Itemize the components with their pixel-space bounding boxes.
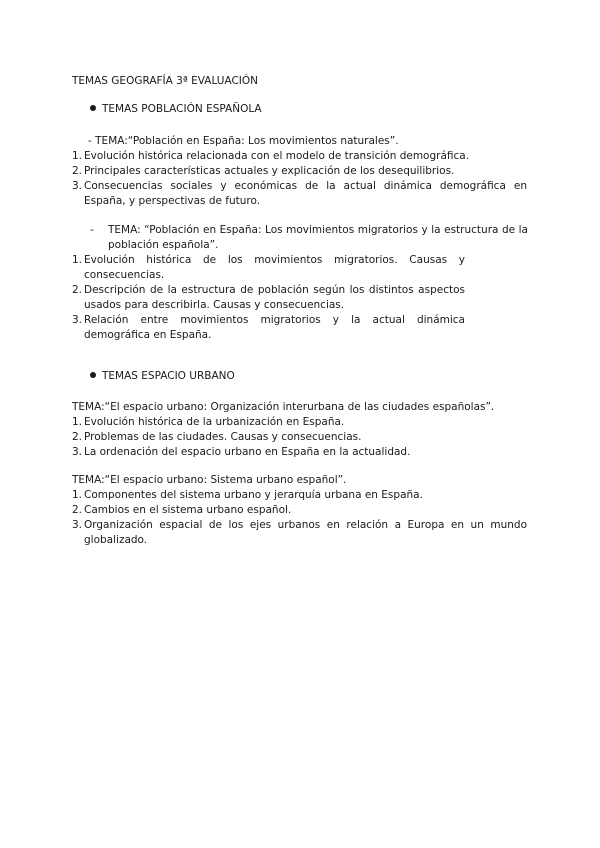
tema-title: TEMA:“El espacio urbano: Organización interurbana de las ciudades españolas”. [72,401,495,413]
tema-title: TEMA:“El espacio urbano: Sistema urbano español”. [72,474,347,486]
tema-list [72,415,527,460]
tema-list [72,253,465,343]
list-item: 2. Problemas de las ciudades. Causas y consecuencias. [72,431,362,443]
list-item: 1. Evolución histórica de la urbanización en España. [72,416,345,428]
list-item: 3. Relación entre movimientos migratorios y la actual dinámica demográfica en España. [72,314,465,341]
bullet-icon [90,105,96,111]
list-item: 2. Descripción de la estructura de población según los distintos aspectos usados para describirla. Causas y consecuencias. [72,284,465,311]
tema-list [72,149,527,209]
tema-line [88,134,399,149]
tema-title: TEMA:“Población en España: Los movimientos naturales”. [95,135,399,147]
section-heading-text: TEMAS POBLACIÓN ESPAÑOLA [102,103,262,115]
list-item: 1. Evolución histórica de los movimientos migratorios. Causas y consecuencias. [72,254,465,281]
bullet-icon [90,372,96,378]
list-item: 1. Evolución histórica relacionada con el modelo de transición demográfica. [72,150,470,162]
list-item: 2. Principales características actuales y explicación de los desequilibrios. [72,165,455,177]
section-heading-text: TEMAS ESPACIO URBANO [102,370,235,382]
tema-dash-marker: - [90,224,94,236]
list-item: 3. La ordenación del espacio urbano en España en la actualidad. [72,446,411,458]
list-item: 1. Componentes del sistema urbano y jerarquía urbana en España. [72,489,423,501]
dash-marker: - [88,135,92,147]
document-title: TEMAS GEOGRAFÍA 3ª EVALUACIÓN [72,75,259,87]
section-heading-poblacion [90,103,262,115]
tema-title: TEMA: “Población en España: Los movimientos migratorios y la estructura de la población española”. [108,224,528,251]
section-heading-urbano [90,370,235,382]
list-item: 3. Consecuencias sociales y económicas de la actual dinámica demográfica en España, y perspectivas de futuro. [72,180,527,207]
list-item: 2. Cambios en el sistema urbano español. [72,504,292,516]
tema-list [72,488,527,548]
list-item: 3. Organización espacial de los ejes urbanos en relación a Europa en un mundo globalizado. [72,519,527,546]
